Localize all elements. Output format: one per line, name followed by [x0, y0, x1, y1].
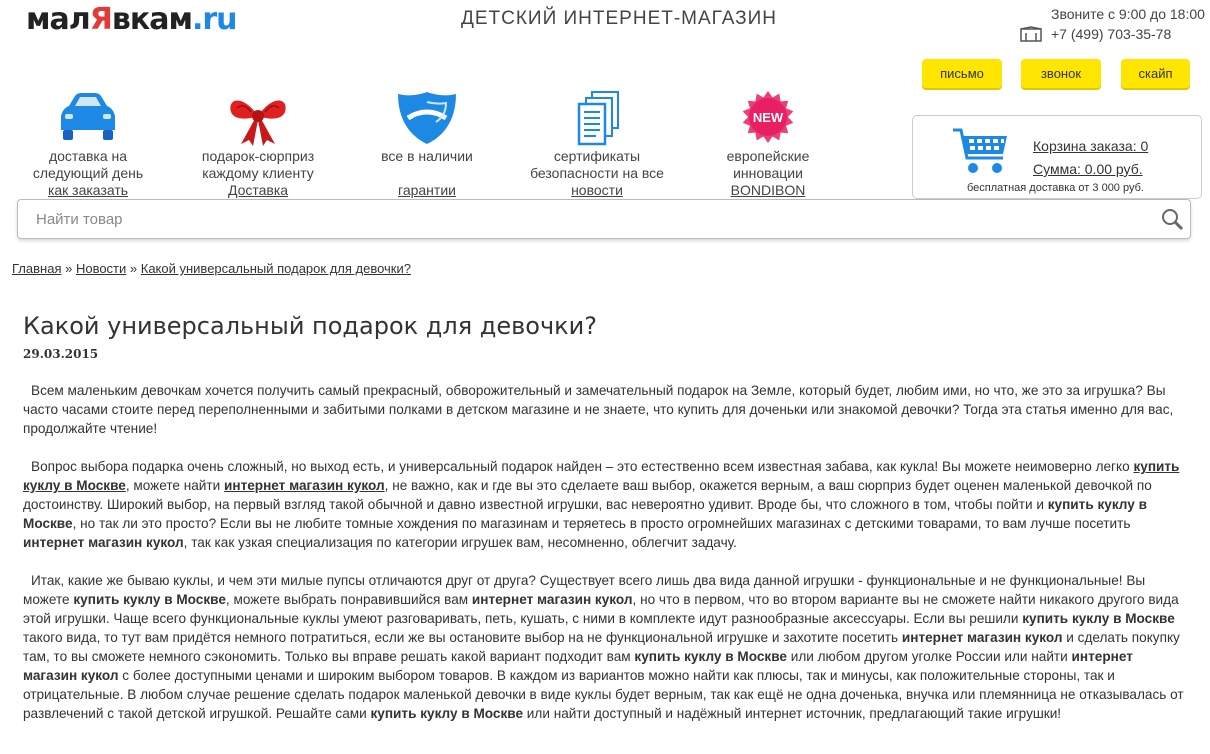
logo-domain: .ru	[191, 2, 237, 37]
new-badge-label: NEW	[752, 110, 784, 125]
breadcrumb-home[interactable]: Главная	[12, 261, 62, 276]
page-title: Какой универсальный подарок для девочки?	[23, 312, 597, 340]
keyword-buy-doll: купить куклу в Москве	[1022, 611, 1175, 626]
paragraph-text: , но что в первом, что во втором варианте вы не сможете найти никакого другого вида этой игрушки. Чаще всего функциональные куклы умеют разговаривать, петь, кушать, с ними в комплекте идут разнообразные аксессуары. Если вы решили	[23, 592, 1179, 626]
paragraph-text: или любом другом уголке России или найти	[786, 649, 1072, 664]
free-delivery-note: бесплатная доставка от 3 000 руб.	[967, 182, 1144, 194]
shopping-cart-icon	[951, 126, 1011, 176]
search-bar	[17, 199, 1191, 239]
phone-icon	[1020, 26, 1042, 42]
keyword-doll-shop: интернет магазин кукол	[23, 535, 184, 550]
paragraph-text: Итак, какие же бываю куклы, и чем эти милые пупсы отличаются друг от друга? Существует всего лишь два вида данной игрушки - функциональные и не функциональные! Вы можете	[23, 573, 1146, 607]
breadcrumb-current[interactable]: Какой универсальный подарок для девочки?	[140, 261, 411, 276]
feature-in-stock	[352, 90, 502, 198]
keyword-buy-doll: купить куклу в Москве	[370, 706, 524, 721]
feature-in-stock-text: все в наличии	[381, 148, 473, 164]
article-date: 29.03.2015	[23, 347, 99, 361]
paragraph-text: , можете найти	[125, 478, 224, 493]
car-icon	[53, 90, 123, 146]
shield-icon	[392, 90, 462, 146]
search-input[interactable]	[18, 200, 1158, 238]
paragraph-text: , так как узкая специализация по категории игрушек вам, несомненно, облегчит задачу.	[183, 535, 737, 550]
buy-doll-link[interactable]: купить куклу в Москве	[23, 459, 1180, 493]
keyword-buy-doll: купить куклу в Москве	[634, 649, 787, 664]
search-icon[interactable]	[1160, 207, 1184, 231]
article-paragraph-2	[23, 457, 1188, 552]
new-badge-icon	[733, 90, 803, 146]
feature-innovations-text: европейские инновации	[726, 148, 810, 181]
logo-part-2: Я	[89, 2, 112, 37]
delivery-link[interactable]: Доставка	[227, 182, 289, 198]
feature-delivery-text: доставка на следующий день	[32, 148, 144, 181]
breadcrumb-separator: »	[126, 261, 141, 276]
keyword-doll-shop: интернет магазин кукол	[23, 649, 1133, 683]
feature-delivery	[13, 90, 163, 198]
call-button[interactable]: звонок	[1021, 59, 1101, 88]
gift-bow-icon	[223, 90, 293, 146]
feature-certificates-text: сертификаты безопасности на все	[530, 148, 664, 181]
paragraph-text: , можете выбрать понравившийся вам	[225, 592, 472, 607]
cart-count-link[interactable]: Корзина заказа: 0	[1033, 138, 1149, 154]
keyword-doll-shop: интернет магазин кукол	[901, 630, 1063, 645]
keyword-buy-doll: купить куклу в Москве	[23, 497, 1147, 531]
logo-part-1: мал	[26, 2, 90, 37]
feature-gift-text: подарок-сюрприз каждому клиенту	[201, 148, 315, 181]
guarantees-link[interactable]: гарантии	[398, 182, 456, 198]
breadcrumb	[12, 261, 411, 276]
article-body	[23, 381, 1188, 742]
paragraph-text: , но так ли это просто? Если вы не любите томные хождения по магазинам и теряетесь в просто огромнейших магазинах с детскими товарами, то вам лучше посетить	[72, 516, 1131, 531]
bondibon-link[interactable]: BONDIBON	[730, 182, 806, 198]
paragraph-text: такого вида, то тут вам придётся немного потратиться, если же вы остановите выбор на не функциональной игрушке и захотите посетить	[23, 630, 902, 645]
keyword-buy-doll: купить куклу в Москве	[73, 592, 226, 607]
cart-widget[interactable]	[912, 115, 1202, 199]
article-paragraph-3	[23, 571, 1188, 723]
paragraph-text: или найти доступный и надёжный интернет источник, предлагающий такие игрушки!	[523, 706, 1062, 721]
how-to-order-link[interactable]: как заказать	[47, 182, 129, 198]
feature-gift	[183, 90, 333, 198]
work-hours: Звоните с 9:00 до 18:00	[1051, 6, 1205, 22]
news-link[interactable]: новости	[571, 182, 623, 198]
breadcrumb-separator: »	[61, 261, 76, 276]
documents-icon	[562, 90, 632, 146]
feature-innovations	[693, 90, 843, 198]
logo-part-3: вкам	[111, 2, 192, 37]
doll-shop-link[interactable]: интернет магазин кукол	[224, 478, 385, 493]
paragraph-text: с более доступными ценами и широким выбором товаров. В каждом из вариантов можно найти как плюсы, так и минусы, как положительные стороны, так и отрицательные. В любом случае решение сделать подарок маленькой девочки в виде куклы будет верным, так как ещё не одна доченька, внучка или племянница не отказывалась от развлечений с такой детской игрушкой. Решайте сами	[23, 668, 1184, 721]
keyword-doll-shop: интернет магазин кукол	[471, 592, 633, 607]
letter-button[interactable]: письмо	[922, 59, 1002, 88]
phone-number[interactable]: +7 (499) 703-35-78	[1051, 26, 1172, 42]
paragraph-text: и сделать покупку там, то вы сможете немного сэкономить. Только вы вправе решать какой вариант подходит вам	[23, 630, 1180, 664]
breadcrumb-news[interactable]: Новости	[75, 261, 127, 276]
paragraph-text: Вопрос выбора подарка очень сложный, но выход есть, и универсальный подарок найден – это естественно всем известная забава, как кукла! Вы можете неимоверно легко	[31, 459, 1134, 474]
shop-title: ДЕТСКИЙ ИНТЕРНЕТ-МАГАЗИН	[461, 8, 778, 29]
paragraph-text: , не важно, как и где вы это сделаете ваш выбор, окажется верным, а ваш сюрприз будет оценен маленькой девочкой по достоинству. Широкий выбор, на первый взгляд такой обычной и давно известной игрушки, вас невероятно удивит. Вроде бы, что сложного в том, чтобы пойти и	[23, 478, 1152, 512]
feature-certificates	[522, 90, 672, 198]
cart-sum-link[interactable]: Сумма: 0.00 руб.	[1033, 161, 1143, 177]
skype-button[interactable]: скайп	[1121, 59, 1190, 88]
article-paragraph-1: Всем маленьким девочкам хочется получить самый прекрасный, обворожительный и замечательный подарок на Земле, который будет, любим ими, но что, же это за игрушка? Вы часто часами стоите перед переполненными и забитыми полками в детском магазине и не знаете, что купить для доченьки или знакомой девочки? Тогда эта статья именно для вас, продолжайте чтение!	[23, 383, 1174, 436]
site-logo[interactable]	[26, 2, 237, 37]
